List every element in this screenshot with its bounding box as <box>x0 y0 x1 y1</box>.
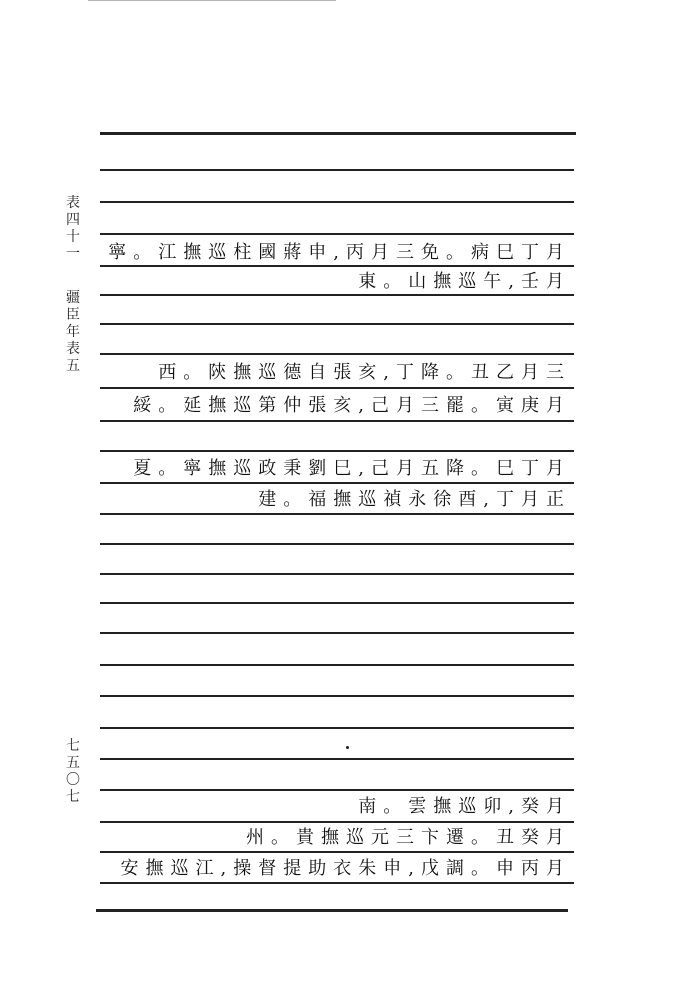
record-text: 寧。江撫巡柱國蔣申,丙月三免。病巳丁月 <box>108 242 571 263</box>
record-text: 南。雲撫巡卯,癸月 <box>358 796 571 817</box>
rule-line <box>100 543 574 545</box>
rule-line <box>100 353 574 355</box>
record-text: 綏。延撫巡第仲張亥,己月三罷。寅庚月 <box>133 395 571 416</box>
rule-line <box>100 664 574 666</box>
record-row <box>133 452 571 482</box>
rule-line <box>100 132 576 135</box>
rule-line <box>100 727 574 729</box>
table-label: 表 四 十 一 <box>66 195 80 262</box>
record-text: 安撫巡江,操督提助衣朱申,戊調。申丙月 <box>120 858 571 879</box>
rule-line <box>100 233 574 235</box>
record-text: 西。陝撫巡德自張亥,丁降。丑乙月三 <box>158 362 571 383</box>
rule-line <box>100 420 574 422</box>
record-text: 州。貴撫巡元三卞遷。丑癸月 <box>246 827 571 848</box>
rule-line <box>100 695 574 697</box>
record-row <box>246 821 571 851</box>
record-row <box>258 483 571 513</box>
rule-line <box>100 323 574 325</box>
record-row <box>121 852 571 882</box>
rule-line <box>100 201 574 203</box>
rule-line <box>100 758 574 760</box>
record-row <box>158 356 571 386</box>
record-row <box>108 236 571 266</box>
ink-dot <box>346 746 349 749</box>
record-row <box>358 790 571 820</box>
record-row <box>358 265 571 295</box>
record-text: 建。福撫巡禎永徐酉,丁月正 <box>258 489 571 510</box>
rule-line <box>100 169 574 171</box>
rule-line <box>100 602 574 604</box>
page-top-edge <box>88 0 336 1</box>
rule-line <box>96 909 568 912</box>
rule-line <box>100 632 574 634</box>
section-label: 疆 臣 年 表 五 <box>66 290 80 374</box>
rule-line <box>100 573 574 575</box>
record-row <box>133 389 571 419</box>
rule-line <box>100 513 574 515</box>
record-text: 東。山撫巡午,壬月 <box>358 271 571 292</box>
rule-line <box>100 882 574 884</box>
record-text: 夏。寧撫巡政秉劉巳,己月五降。巳丁月 <box>133 458 571 479</box>
page-number: 七 五 〇 七 <box>66 738 80 805</box>
